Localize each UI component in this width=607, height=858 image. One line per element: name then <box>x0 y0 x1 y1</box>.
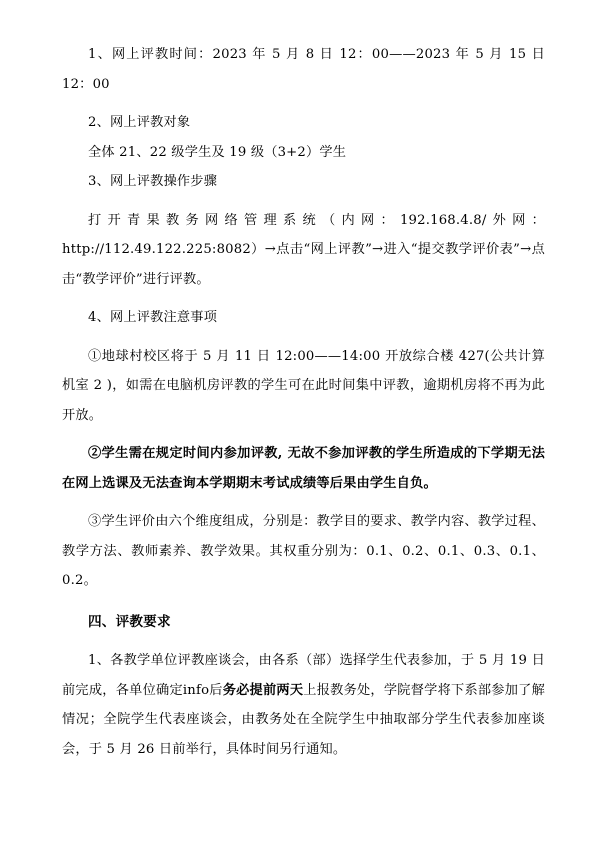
requirement-text-part-one: 1、各教学单位评教座谈会，由各系（部）选择学生代表参加，于 5 月 19 日前完成，各单位确定info后 <box>62 653 545 698</box>
paragraph-online-evaluation-time: 1、网上评教时间：2023 年 5 月 8 日 12：00——2023 年 5 月 15 日 12：00 <box>62 47 545 92</box>
paragraph-spacer <box>62 637 545 646</box>
paragraph-spacer <box>62 430 545 439</box>
paragraph-evaluation-steps-detail: 打开青果教务网络管理系统（内网：192.168.4.8/外网：http://112.49.122.225:8082）→点击“网上评教”→进入“提交教学评价表”→点击“教学评价”进行评教。 <box>62 212 545 287</box>
paragraph-spacer <box>62 294 545 303</box>
section-spacer <box>62 596 545 608</box>
paragraph-evaluation-steps-title: 3、网上评教操作步骤 <box>88 174 218 189</box>
document-body <box>62 40 545 764</box>
paragraph-note-two: ②学生需在规定时间内参加评教, 无故不参加评教的学生所造成的下学期无法在网上选课及无法查询本学期期末考试成绩等后果由学生自负。 <box>62 446 545 491</box>
paragraph-evaluation-target-title: 2、网上评教对象 <box>88 115 191 130</box>
requirement-emphasis: 务必提前两天 <box>222 682 304 698</box>
paragraph-notes-title: 4、网上评教注意事项 <box>88 310 218 325</box>
paragraph-spacer <box>62 498 545 507</box>
paragraph-requirement-one <box>62 646 545 764</box>
section-heading-evaluation-requirements: 四、评教要求 <box>88 613 171 630</box>
paragraph-spacer <box>62 197 545 206</box>
requirement-text-part-three: 上报教务处，学院督学将下系部参加了解情况；全院学生代表座谈会，由教务处在全院学生中抽取部分学生代表参加座谈会，于 5 月 26 日前举行，具体时间另行通知。 <box>62 682 545 757</box>
paragraph-spacer <box>62 333 545 342</box>
paragraph-spacer <box>62 99 545 108</box>
paragraph-note-three: ③学生评价由六个维度组成，分别是：教学目的要求、教学内容、教学过程、教学方法、教师素养、教学效果。其权重分别为：0.1、0.2、0.1、0.3、0.1、0.2。 <box>62 514 545 588</box>
paragraph-evaluation-target-detail: 全体 21、22 级学生及 19 级（3+2）学生 <box>88 144 347 160</box>
paragraph-note-one: ①地球村校区将于 5 月 11 日 12:00——14:00 开放综合楼 427(公共计算机室 2 )，如需在电脑机房评教的学生可在此时间集中评教，逾期机房将不再为此开放。 <box>62 348 545 423</box>
